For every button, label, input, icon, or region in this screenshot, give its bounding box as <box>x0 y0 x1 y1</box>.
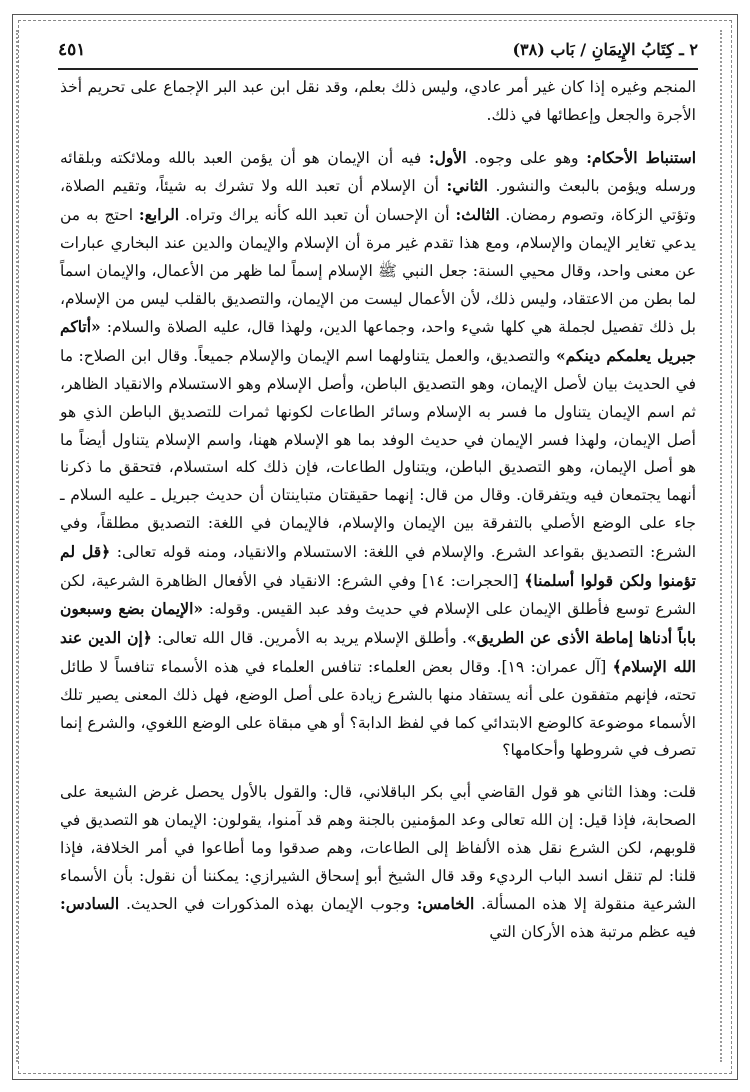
bold-text-segment: الثاني: <box>446 176 488 196</box>
bold-text-segment: الرابع: <box>138 205 180 225</box>
text-segment: [آل عمران: ١٩]. وقال بعض العلماء: تنافس العلماء في هذه الأسماء تنافساً لا طائل تحته، فإنهم متفقون على أنه يستفاد منها بالشرع زيادة على أصل الوضع، فهل ذلك المعنى يصير تلك الأسماء موضوعة كالوضع الابتدائي كما في لفظ الدابة؟ أو هي مبقاة على الوضع اللغوي، والشرع إنما تصرف في شروطها وأحكامها؟ <box>60 657 696 760</box>
bold-text-segment: الثالث: <box>455 205 500 225</box>
text-segment: أن الإسلام أن تعبد الله ولا تشرك به شيئاً، وتقيم الصلاة، وتؤتي الزكاة، وتصوم رمضان. <box>60 177 697 225</box>
bold-text-segment: السادس: <box>60 894 120 914</box>
text-segment: وجوب الإيمان بهذه المذكورات في الحديث. <box>119 895 417 914</box>
left-ornament-border <box>16 30 28 1062</box>
bold-text-segment: الأول: <box>428 147 467 167</box>
bold-text-segment: «الإيمان بضع وسبعون باباً أدناها إماطة الأذى عن الطريق» <box>60 599 696 648</box>
text-segment: المنجم وغيره إذا كان غير أمر عادي، وليس ذلك بعلم، وقد نقل ابن عبد البر الإجماع على تحريم أخذ الأجرة والجعل وإعطائها في ذلك. <box>60 78 696 124</box>
text-segment: وهو على وجوه. <box>466 148 587 167</box>
text-segment: . وأطلق الإسلام يريد به الأمرين. قال الله تعالى: <box>151 629 467 648</box>
bold-text-segment: ﴿إن الدين عند الله الإسلام﴾ <box>60 628 696 676</box>
text-segment: فيه أن الإيمان هو أن يؤمن العبد بالله وملائكته وبلقائه ورسله ويؤمن بالبعث والنشور. <box>60 148 696 196</box>
bold-text-segment: استنباط الأحكام: <box>586 147 697 167</box>
text-segment: احتج به من يدعي تغاير الإيمان والإسلام، ومع هذا تقدم غير مرة أن الإسلام والإيمان والدين عند البخاري عبارات عن معنى واحد، وقال محيي السنة: جعل النبي ﷺ الإسلام إسماً لما ظهر من الأعمال، والإيمان اسماً لما بطن من الاعتقاد، وليس ذلك، لأن الأعمال ليست من الإيمان، والتصديق بالقلب ليس من الإسلام، بل ذلك تفصيل لجملة هي كلها شيء واحد، وجماعها الدين، ولهذا قال، عليه الصلاة والسلام: <box>60 206 696 337</box>
bold-text-segment: الخامس: <box>416 894 475 914</box>
paragraph <box>60 144 696 766</box>
running-head: ٢ ـ كِتَابُ الإِيمَانِ / بَاب (٣٨) <box>512 40 698 59</box>
text-segment: قلت: وهذا الثاني هو قول القاضي أبي بكر الباقلاني، قال: والقول بالأول يحصل غرض الشيعة على الصحابة، فإذا قيل: إن الله تعالى وعد المؤمنين بالجنة وهم قد آمنوا، يقولون: الإيمان هو التصديق في قلوبهم، لكن الشرع نقل هذه الألفاظ إلى الطاعات، وهم صدقوا وما أطاعوا في أمر الخلافة، فإذا قلنا: لم تنقل انسد الباب الرديء وقد قال الشيخ أبو إسحاق الشيرازي: يمكننا أن نقول: بأن الأسماء الشرعية منقولة إلا هذه المسألة. <box>60 783 696 914</box>
paragraph <box>60 779 696 947</box>
header-rule <box>58 68 698 70</box>
bold-text-segment: «أتاكم جبريل يعلمكم دينكم» <box>60 317 697 366</box>
bold-text-segment: ﴿قل لم تؤمنوا ولكن قولوا أسلمنا﴾ <box>60 541 696 590</box>
right-ornament-border <box>720 30 732 1062</box>
page-number: ٤٥١ <box>58 40 86 60</box>
text-segment: [الحجرات: ١٤] وفي الشرع: الانقياد في الأفعال الظاهرة الشرعية، لكن الشرع توسع فأطلق الإيمان على الإسلام في حديث وفد عبد القيس. وقوله: <box>60 571 696 619</box>
body-text <box>60 74 696 947</box>
text-segment: والتصديق، والعمل يتناولهما اسم الإيمان والإسلام جميعاً. وقال ابن الصلاح: ما في الحديث بيان لأصل الإيمان، وهو التصديق الباطن، وأصل الإسلام وهو الاستسلام والانقياد الظاهر، ثم اسم الإيمان يتناول ما فسر به الإسلام وسائر الطاعات لكونها ثمرات للتصديق الباطن الذي هو أصل الإيمان، ولهذا فسر الإيمان في حديث الوفد بما هو الإسلام ههنا، واسم الإسلام يتناول أيضاً ما هو أصل الإيمان، وهو التصديق الباطن، ويتناول الطاعات، فإن ذلك كله استسلام، فتحقق ما ذكرنا أنهما يجتمعان فيه ويتفرقان. وقال من قال: إنهما حقيقتان متباينتان أن حديث جبريل ـ عليه السلام ـ جاء على الوضع الأصلي بالتفرقة بين الإيمان والإسلام، فالإيمان في اللغة: التصديق مطلقاً، وفي الشرع: التصديق بقواعد الشرع. والإسلام في اللغة: الاستسلام والانقياد، ومنه قوله تعالى: <box>60 347 697 561</box>
text-segment: أن الإحسان أن تعبد الله كأنه يراك وتراه. <box>179 206 456 225</box>
text-segment: فيه عظم مرتبة هذه الأركان التي <box>489 923 696 942</box>
paragraph <box>60 74 696 130</box>
page-header <box>58 40 698 66</box>
